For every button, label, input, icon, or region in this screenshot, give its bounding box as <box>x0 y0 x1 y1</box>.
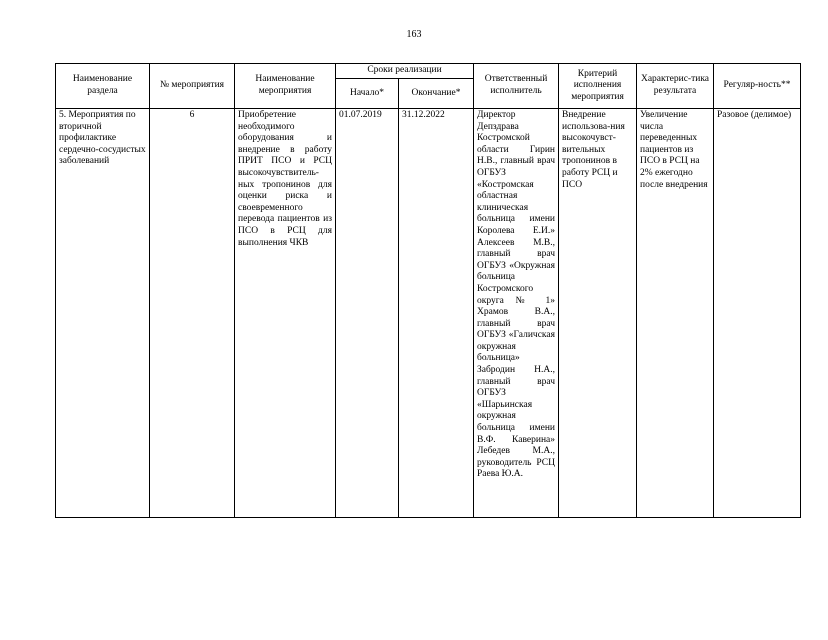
cell-measure-no: 6 <box>150 109 235 518</box>
header-section: Наименование раздела <box>56 64 150 109</box>
cell-end: 31.12.2022 <box>399 109 474 518</box>
header-terms: Сроки реализации <box>336 64 474 79</box>
page-number: 163 <box>406 29 422 40</box>
cell-result: Увеличение числа переведенных пациентов из ПСО в РСЦ на 2% ежегодно после внедрения <box>637 109 714 518</box>
header-criterion: Критерий исполнения мероприятия <box>559 64 637 109</box>
header-end: Окончание* <box>399 79 474 109</box>
cell-criterion: Внедрение использова-ния высокочувст-вительных тропонинов в работу РСЦ и ПСО <box>559 109 637 518</box>
table-row <box>56 109 801 518</box>
cell-regularity: Разовое (делимое) <box>714 109 801 518</box>
cell-responsible: Директор Депздрава Костромской области Гирин Н.В., главный врач ОГБУЗ «Костромская областная клиническая больница имени Королева Е.И.» Алексеев М.В., главный врач ОГБУЗ «Окружная больница Костромского округа № 1» Храмов В.А., главный врач ОГБУЗ «Галичская окружная больница» Забродин Н.А., главный врач ОГБУЗ «Шарьинская окружная больница имени В.Ф. Каверина» Лебедев М.А., руководитель РСЦ Раева Ю.А. <box>474 109 559 518</box>
measures-table <box>55 63 801 518</box>
header-regularity: Регуляр-ность** <box>714 64 801 109</box>
header-start: Начало* <box>336 79 399 109</box>
cell-start: 01.07.2019 <box>336 109 399 518</box>
header-result: Характерис-тика результата <box>637 64 714 109</box>
cell-measure-name: Приобретение необходимого оборудования и внедрение в работу ПРИТ ПСО и РСЦ высокочувствитель-ных тропонинов для оценки риска и своевременного перевода пациентов из ПСО в РСЦ для выполнения ЧКВ <box>235 109 336 518</box>
header-measure-name: Наименование мероприятия <box>235 64 336 109</box>
cell-section: 5. Мероприятия по вторичной профилактике сердечно-сосудистых заболеваний <box>56 109 150 518</box>
header-measure-no: № мероприятия <box>150 64 235 109</box>
header-responsible: Ответственный исполнитель <box>474 64 559 109</box>
